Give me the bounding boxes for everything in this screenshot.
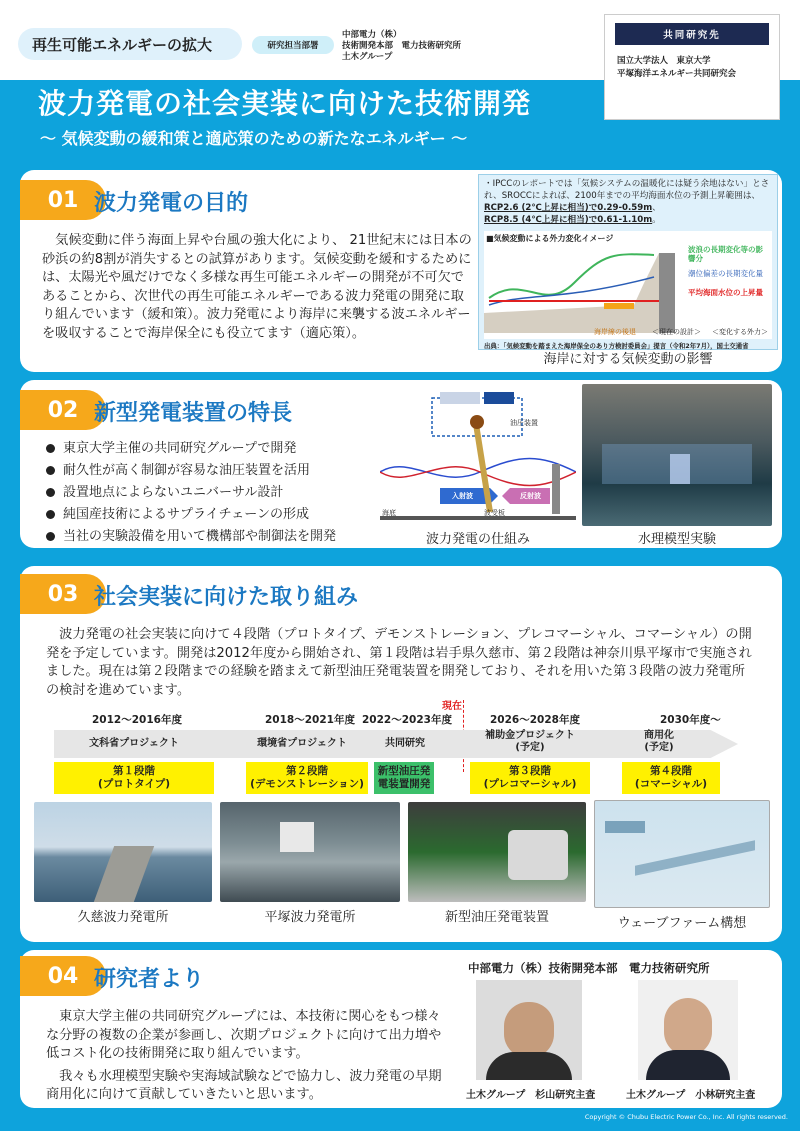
img-source: 出典：「気候変動を踏まえた海岸保全のあり方検討委員会」提言（令和2年7月），国土交通省 — [484, 342, 749, 350]
year-label: 2030年度～ — [660, 714, 721, 726]
water-tank-photo — [582, 384, 772, 526]
diag-label: 入射波 — [452, 492, 473, 500]
diag-label: 波受板 — [484, 509, 505, 517]
wave-farm-graphic — [594, 800, 770, 908]
img-label: 波浪の長期変化等の影響分 — [688, 245, 763, 263]
section-number: 03 — [20, 574, 106, 614]
img-title: ■気候変動による外力変化イメージ — [486, 234, 614, 243]
project-label: 共同研究 — [385, 738, 425, 749]
section-body — [46, 1008, 448, 1105]
img-label: 平均海面水位の上昇量 — [688, 288, 763, 297]
collab-box — [604, 14, 780, 120]
dept-line: 土木グループ — [342, 52, 393, 62]
paragraph: 我々も水理模型実験や実海域試験などで協力し、波力発電の早期商用化に向けて貢献していきたいと思います。 — [46, 1068, 442, 1103]
section-heading: 社会実装に向けた取り組み — [94, 585, 359, 610]
now-marker: 現在 — [442, 701, 462, 712]
section-number: 04 — [20, 956, 106, 996]
section-heading: 波力発電の目的 — [94, 191, 249, 216]
researcher-photo — [476, 980, 582, 1080]
year-label: 2012～2016年度 — [92, 714, 182, 726]
page-subtitle: ～ 気候変動の緩和策と適応策のための新たなエネルギー ～ — [40, 129, 468, 148]
researcher-org: 中部電力（株）技術開発本部 電力技術研究所 — [468, 961, 710, 975]
researcher-name: 土木グループ 小林研究主査 — [626, 1090, 756, 1101]
dept-label: 研究担当部署 — [252, 36, 334, 54]
feature-list — [46, 438, 386, 548]
figure-caption: 水理模型実験 — [637, 532, 716, 547]
note-rcp85: RCP8.5 (4℃上昇に相当)で0.61-1.10m — [484, 215, 653, 225]
researcher-name: 土木グループ 杉山研究主査 — [466, 1090, 596, 1101]
dept-line: 中部電力（株） — [342, 30, 402, 40]
img-label: ＜変化する外力＞ — [712, 328, 768, 336]
note-text: ・IPCCのレポートでは「気候システムの温暖化には疑う余地はない」とされ、SROCCによれば、2100年までの平均海面水位の予測上昇範囲は、 — [484, 179, 770, 201]
project-label: 商用化 (予定) — [644, 730, 674, 753]
figure-caption: 久慈波力発電所 — [77, 910, 169, 925]
hydraulic-photo — [408, 802, 586, 902]
phase-box: 第２段階 (デモンストレーション) — [246, 762, 368, 794]
list-item: 純国産技術によるサプライチェーンの形成 — [46, 504, 386, 526]
section-heading: 研究者より — [94, 967, 205, 992]
diag-label: 油圧装置 — [510, 419, 538, 427]
collab-title: 共同研究先 — [615, 23, 769, 45]
mechanism-graphic — [380, 384, 576, 526]
section-number: 02 — [20, 390, 106, 430]
phase-box: 新型油圧発 電装置開発 — [374, 762, 434, 794]
dept-line: 技術開発本部 電力技術研究所 — [342, 41, 462, 51]
note-rcp26: RCP2.6 (2℃上昇に相当)で0.29-0.59m — [484, 203, 653, 213]
phase-box: 第１段階 (プロトタイプ) — [54, 762, 214, 794]
diag-label: 反射波 — [520, 492, 541, 500]
year-label: 2018～2021年度 — [265, 714, 355, 726]
figure-caption: 波力発電の仕組み — [425, 532, 530, 547]
kuji-photo — [34, 802, 212, 902]
phase-box: 第３段階 (プレコマーシャル) — [470, 762, 590, 794]
diag-label: 海底 — [382, 509, 396, 517]
section-heading: 新型発電装置の特長 — [94, 401, 293, 426]
paragraph: 東京大学主催の共同研究グループには、本技術に関心をもつ様々な分野の複数の企業が参画し、次期プロジェクトに向けて出力増や低コスト化の技術開発に取り組んでいます。 — [46, 1009, 442, 1062]
project-label: 環境省プロジェクト — [257, 738, 347, 749]
year-label: 2022～2023年度 — [362, 714, 452, 726]
img-label: 潮位偏差の長期変化量 — [688, 269, 763, 278]
figure-caption: 海岸に対する気候変動の影響 — [543, 352, 713, 367]
page-title: 波力発電の社会実装に向けた技術開発 — [38, 87, 532, 120]
figure-caption: 新型油圧発電装置 — [444, 910, 549, 925]
dept-text — [342, 30, 572, 63]
list-item: 東京大学主催の共同研究グループで開発 — [46, 438, 386, 460]
img-label: 海岸線の後退 — [594, 328, 636, 336]
section-number: 01 — [20, 180, 106, 220]
img-label: ＜現在の設計＞ — [652, 328, 701, 336]
section-body: 波力発電の社会実装に向けて４段階（プロトタイプ、デモンストレーション、プレコマーシャル、コマーシャル）の開発を予定しています。開発は2012年度から開始され、第１段階は岩手県久慈市、第２段階は神奈川県平塚市で実施されました。現在は第２段階までの経験を踏まえて新型油圧発電装置を開発しており、それを用いた第３段階の波力発電所の検討を進めています。 — [46, 627, 752, 698]
project-label: 文科省プロジェクト — [89, 738, 179, 749]
hiratsuka-photo — [220, 802, 400, 902]
figure-caption: ウェーブファーム構想 — [617, 916, 747, 931]
researcher-photo — [638, 980, 738, 1080]
list-item: 当社の実験設備を用いて機構部や制御法を開発 — [46, 526, 386, 548]
phase-box: 第４段階 (コマーシャル) — [622, 762, 720, 794]
list-item: 耐久性が高く制御が容易な油圧装置を活用 — [46, 460, 386, 482]
year-label: 2026～2028年度 — [490, 714, 580, 726]
project-label: 補助金プロジェクト (予定) — [485, 730, 575, 753]
copyright: Copyright © Chubu Electric Power Co., Inc. All rights reserved. — [584, 1113, 788, 1121]
mechanism-diagram — [380, 384, 576, 526]
climate-chart — [484, 231, 772, 339]
list-item: 設置地点によらないユニバーサル設計 — [46, 482, 386, 504]
collab-name: 平塚海洋エネルギー共同研究会 — [617, 69, 737, 79]
figure-caption: 平塚波力発電所 — [264, 910, 356, 925]
category-pill: 再生可能エネルギーの拡大 — [18, 28, 242, 60]
collab-name: 国立大学法人 東京大学 — [617, 56, 711, 66]
climate-figure: ・IPCCのレポートでは「気候システムの温暖化には疑う余地はない」とされ、SROCCによれば、2100年までの平均海面水位の予測上昇範囲は、 RCP2.6 (2℃上昇に相当)で0.29-0.59m、 RCP8.5 (4℃上昇に相当)で0.61-1.10m。 ■気候変動による外力変化イメージ 波浪の長期変化等の影響分 潮位偏差の長期変化量 平均海面水位の上昇量 海岸線の後退 ＜現在の設計＞ ＜変化する外力＞ 出典：「気候変動を踏まえた海岸保全のあり方検討委員会」提言（令和2年7月），国土交通省 — [478, 174, 778, 350]
section-body: 気候変動に伴う海面上昇や台風の強大化により、 21世紀末には日本の砂浜の約8割が消失するとの試算があります。気候変動を緩和するためには、太陽光や風だけでなく多様な再生可能エネルギーの開発が不可欠であることから、次世代の再生可能エネルギーである波力発電の開発に取り組んでいます（緩和策）。波力発電により海岸に来襲する波エネルギーを吸収することで海岸保全にも役立てます（適応策）。 — [42, 233, 472, 341]
